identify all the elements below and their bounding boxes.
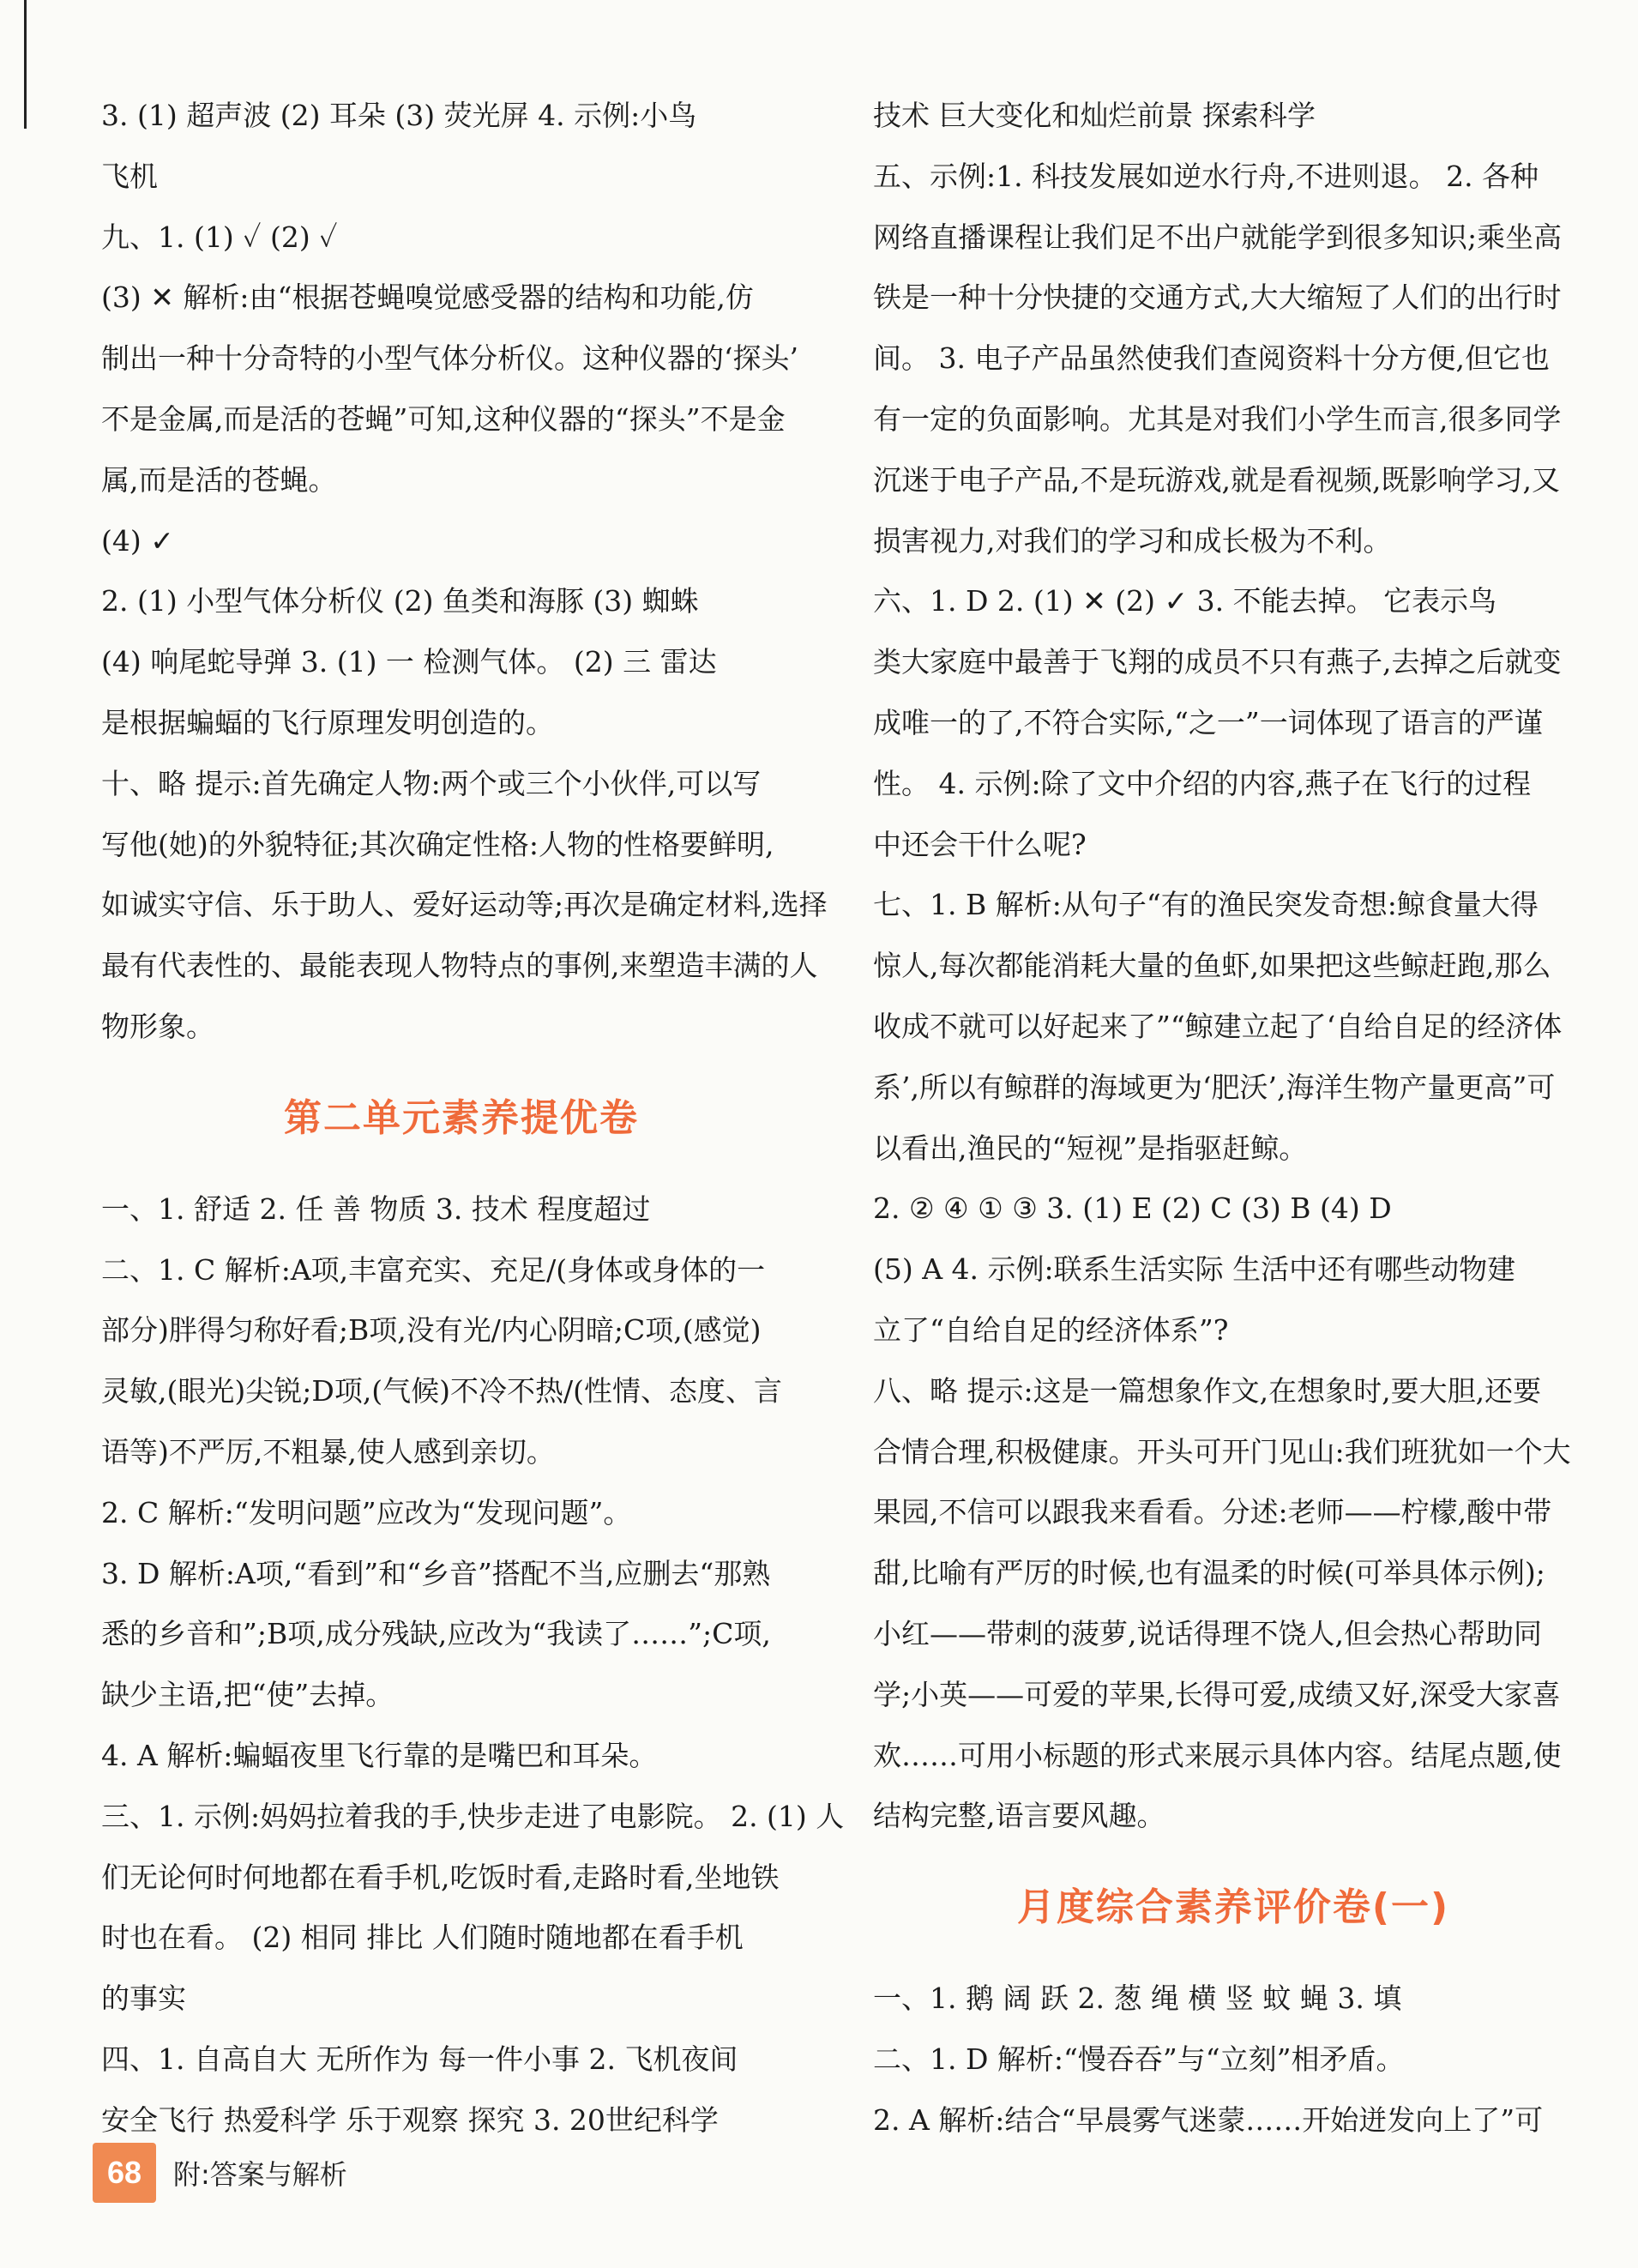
right-text-line: 结构完整,语言要风趣。: [873, 1799, 1165, 1833]
right-text-line: 小红——带刺的菠萝,说话得理不饶人,但会热心帮助同: [873, 1616, 1542, 1650]
right-text-line: 惊人,每次都能消耗大量的鱼虾,如果把这些鲸赶跑,那么: [873, 949, 1551, 983]
left-text-line: 制出一种十分奇特的小型气体分析仪。这种仪器的‘探头’: [101, 341, 798, 376]
left-text-line: 4. A 解析:蝙蝠夜里飞行靠的是嘴巴和耳朵。: [101, 1738, 658, 1772]
left-text-line: 属,而是活的苍蝇。: [101, 462, 337, 497]
right-text-line: 一、1. 鹅 阔 跃 2. 葱 绳 横 竖 蚊 蝇 3. 填: [873, 1981, 1402, 2016]
left-text-line: 3. (1) 超声波 (2) 耳朵 (3) 荧光屏 4. 示例:小鸟: [101, 99, 697, 132]
left-text-line: 四、1. 自高自大 无所作为 每一件小事 2. 飞机夜间: [101, 2042, 738, 2076]
right-text-line: 类大家庭中最善于飞翔的成员不只有燕子,去掉之后就变: [873, 645, 1562, 679]
left-text-line: 安全飞行 热爱科学 乐于观察 探究 3. 20世纪科学: [101, 2102, 719, 2137]
footer-label: 附:答案与解析: [173, 2158, 347, 2191]
page-footer: [93, 2143, 347, 2203]
left-text-line: (4) ✓: [101, 523, 174, 558]
margin-rule: [24, 0, 27, 129]
left-text-line: 十、略 提示:首先确定人物:两个或三个小伙伴,可以写: [101, 766, 762, 800]
page-number: 68: [93, 2143, 156, 2203]
left-text-line: 物形象。: [101, 1009, 214, 1043]
right-text-line: 合情合理,积极健康。开头可开门见山:我们班犹如一个大: [873, 1434, 1571, 1469]
left-text-line: 最有代表性的、最能表现人物特点的事例,来塑造丰满的人: [101, 949, 818, 983]
right-text-line: (5) A 4. 示例:联系生活实际 生活中还有哪些动物建: [873, 1252, 1516, 1287]
left-text-line: 缺少主语,把“使”去掉。: [101, 1678, 394, 1712]
right-text-line: 中还会干什么呢?: [873, 827, 1087, 861]
right-text-line: 沉迷于电子产品,不是玩游戏,就是看视频,既影响学习,又: [873, 462, 1560, 497]
right-text-line: 损害视力,对我们的学习和成长极为不利。: [873, 523, 1392, 558]
right-text-line: 欢……可用小标题的形式来展示具体内容。结尾点题,使: [873, 1738, 1562, 1772]
right-text-line: 五、示例:1. 科技发展如逆水行舟,不进则退。 2. 各种: [873, 159, 1539, 193]
right-text-line: 果园,不信可以跟我来看看。分述:老师——柠檬,酸中带: [873, 1495, 1552, 1529]
left-text-line: 三、1. 示例:妈妈拉着我的手,快步走进了电影院。 2. (1) 人: [101, 1799, 845, 1833]
right-text-line: 2. ② ④ ① ③ 3. (1) E (2) C (3) B (4) D: [873, 1191, 1392, 1226]
left-text-line: (3) ✕ 解析:由“根据苍蝇嗅觉感受器的结构和功能,仿: [101, 280, 754, 315]
left-text-line: 二、1. C 解析:A项,丰富充实、充足/(身体或身体的一: [101, 1252, 766, 1287]
left-text-line: 如诚实守信、乐于助人、爱好运动等;再次是确定材料,选择: [101, 888, 828, 922]
left-text-line: 语等)不严厉,不粗暴,使人感到亲切。: [101, 1434, 555, 1469]
left-text-line: 飞机: [101, 159, 158, 193]
right-text-line: 系’,所以有鲸群的海域更为‘肥沃’,海洋生物产量更高”可: [873, 1070, 1556, 1104]
right-text-line: 七、1. B 解析:从句子“有的渔民突发奇想:鲸食量大得: [873, 888, 1539, 922]
right-text-line: 八、略 提示:这是一篇想象作文,在想象时,要大胆,还要: [873, 1373, 1542, 1408]
left-text-line: 不是金属,而是活的苍蝇”可知,这种仪器的“探头”不是金: [101, 401, 786, 436]
right-text-line: 有一定的负面影响。尤其是对我们小学生而言,很多同学: [873, 401, 1562, 436]
left-text-line: 部分)胖得匀称好看;B项,没有光/内心阴暗;C项,(感觉): [101, 1313, 762, 1348]
left-text-line: 悉的乡音和”;B项,成分残缺,应改为“我读了……”;C项,: [101, 1617, 771, 1651]
left-text-line: 2. (1) 小型气体分析仪 (2) 鱼类和海豚 (3) 蜘蛛: [101, 584, 699, 618]
right-text-line: 成唯一的了,不符合实际,“之一”一词体现了语言的严谨: [873, 705, 1543, 739]
right-text-line: 甜,比喻有严厉的时候,也有温柔的时候(可举具体示例);: [873, 1556, 1545, 1590]
right-text-line: 六、1. D 2. (1) ✕ (2) ✓ 3. 不能去掉。 它表示鸟: [873, 584, 1497, 618]
right-column: [873, 86, 1593, 2151]
right-text-line: 立了“自给自足的经济体系”?: [873, 1312, 1229, 1347]
right-text-line: 间。 3. 电子产品虽然使我们查阅资料十分方便,但它也: [873, 341, 1550, 376]
left-column: [101, 86, 845, 2151]
section-heading: 第二单元素养提优卷: [284, 1095, 639, 1140]
left-text-line: 的事实: [101, 1981, 186, 2016]
left-text-line: 3. D 解析:A项,“看到”和“乡音”搭配不当,应删去“那熟: [101, 1556, 771, 1590]
section-heading: 月度综合素养评价卷(一): [1016, 1885, 1450, 1930]
right-text-line: 网络直播课程让我们足不出户就能学到很多知识;乘坐高: [873, 220, 1563, 254]
left-text-line: (4) 响尾蛇导弹 3. (1) 一 检测气体。 (2) 三 雷达: [101, 645, 717, 679]
left-text-line: 时也在看。 (2) 相同 排比 人们随时随地都在看手机: [101, 1921, 744, 1955]
right-text-line: 以看出,渔民的“短视”是指驱赶鲸。: [873, 1131, 1308, 1165]
right-text-line: 收成不就可以好起来了”“鲸建立起了‘自给自足的经济体: [873, 1009, 1563, 1043]
right-text-line: 技术 巨大变化和灿烂前景 探索科学: [873, 99, 1316, 132]
left-text-line: 是根据蝙蝠的飞行原理发明创造的。: [101, 705, 554, 739]
right-text-line: 2. A 解析:结合“早晨雾气迷蒙……开始迸发向上了”可: [873, 2102, 1544, 2137]
right-text-line: 学;小英——可爱的苹果,长得可爱,成绩又好,深受大家喜: [873, 1677, 1561, 1711]
left-text-line: 写他(她)的外貌特征;其次确定性格:人物的性格要鲜明,: [101, 827, 774, 861]
right-text-line: 铁是一种十分快捷的交通方式,大大缩短了人们的出行时: [873, 280, 1562, 315]
left-text-line: 九、1. (1) ✓ (2) ✓: [101, 220, 338, 254]
right-text-line: 性。 4. 示例:除了文中介绍的内容,燕子在飞行的过程: [873, 766, 1532, 800]
right-text-line: 二、1. D 解析:“慢吞吞”与“立刻”相矛盾。: [873, 2042, 1405, 2076]
left-text-line: 一、1. 舒适 2. 任 善 物质 3. 技术 程度超过: [101, 1191, 651, 1226]
left-text-line: 2. C 解析:“发明问题”应改为“发现问题”。: [101, 1495, 632, 1529]
left-text-line: 们无论何时何地都在看手机,吃饭时看,走路时看,坐地铁: [101, 1860, 780, 1894]
left-text-line: 灵敏,(眼光)尖锐;D项,(气候)不冷不热/(性情、态度、言: [101, 1374, 783, 1408]
